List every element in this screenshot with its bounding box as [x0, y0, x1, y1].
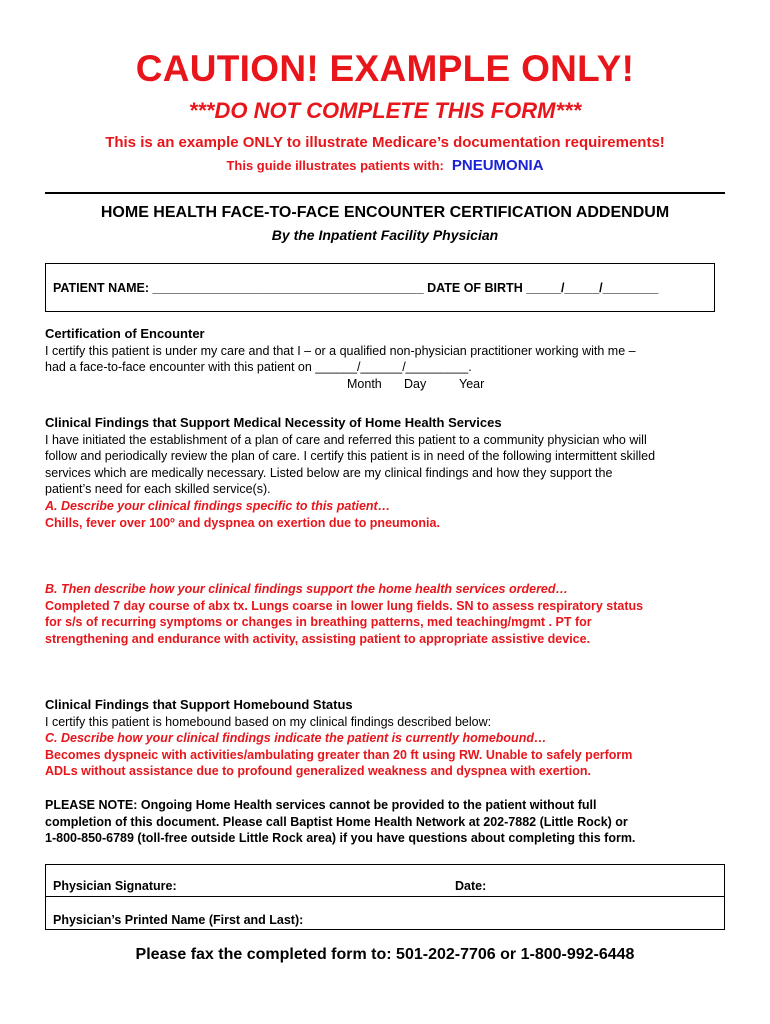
- note-line: PLEASE NOTE: Ongoing Home Health services cannot be provided to the patient without full: [45, 798, 597, 812]
- clinical-body-line: patient’s need for each skilled service(s).: [45, 482, 271, 497]
- month-label: Month: [347, 377, 382, 391]
- note-line: 1-800-850-6789 (toll-free outside Little Rock area) if you have questions about completing this form.: [45, 831, 636, 846]
- encounter-date-labels: [347, 377, 484, 391]
- answer-c-line: Becomes dyspneic with activities/ambulating greater than 20 ft using RW. Unable to safely perform: [45, 747, 633, 762]
- please-note: [45, 797, 735, 847]
- guide-line: [0, 157, 770, 174]
- example-notice: This is an example ONLY to illustrate Medicare’s documentation requirements!: [105, 134, 665, 151]
- answer-b-line: strengthening and endurance with activity, assisting patient to appropriate assistive device.: [45, 631, 591, 646]
- answer-c-line: ADLs without assistance due to profound generalized weakness and dyspnea with exertion.: [45, 764, 591, 779]
- form-title: HOME HEALTH FACE-TO-FACE ENCOUNTER CERTIFICATION ADDENDUM: [100, 204, 670, 221]
- prompt-a: A. Describe your clinical findings specific to this patient…: [45, 498, 391, 513]
- clinical-findings-heading: Clinical Findings that Support Medical Necessity of Home Health Services: [45, 415, 502, 430]
- answer-b-line: Completed 7 day course of abx tx. Lungs coarse in lower lung fields. SN to assess respiratory status: [45, 598, 644, 613]
- answer-a: Chills, fever over 100º and dyspnea on exertion due to pneumonia.: [45, 515, 440, 530]
- fax-instructions: Please fax the completed form to: 501-202-7706 or 1-800-992-6448: [135, 946, 635, 963]
- clinical-findings-section: [45, 415, 735, 531]
- homebound-heading: Clinical Findings that Support Homebound Status: [45, 697, 353, 712]
- patient-name-dob-fields[interactable]: PATIENT NAME: _______________________________________ DATE OF BIRTH _____/_____/________: [53, 281, 659, 295]
- certification-heading: Certification of Encounter: [45, 326, 205, 341]
- certification-text-2[interactable]: had a face-to-face encounter with this patient on ______/______/_________.: [45, 360, 472, 375]
- year-label: Year: [459, 377, 485, 391]
- signature-divider: [45, 896, 725, 897]
- note-line: completion of this document. Please call Baptist Home Health Network at 202-7882 (Little Rock) or: [45, 814, 628, 829]
- prompt-b: B. Then describe how your clinical findings support the home health services ordered…: [45, 582, 569, 596]
- clinical-body-line: follow and periodically review the plan of care. I certify this patient is in need of the following intermittent skilled: [45, 449, 656, 464]
- printed-name-field[interactable]: Physician’s Printed Name (First and Last):: [53, 913, 304, 927]
- caution-banner: CAUTION! EXAMPLE ONLY!: [135, 48, 635, 89]
- condition-label: PNEUMONIA: [451, 157, 544, 174]
- form-subtitle: By the Inpatient Facility Physician: [271, 227, 499, 243]
- clinical-body-line: services which are medically necessary. Listed below are my clinical findings and how they support the: [45, 465, 613, 480]
- signature-date-field[interactable]: Date:: [455, 879, 487, 893]
- homebound-body: I certify this patient is homebound based on my clinical findings described below:: [45, 714, 492, 729]
- homebound-section: [45, 697, 735, 780]
- day-label: Day: [404, 377, 427, 391]
- clinical-body-line: I have initiated the establishment of a plan of care and referred this patient to a community physician who will: [45, 432, 647, 447]
- certification-text-1: I certify this patient is under my care and that I – or a qualified non-physician practitioner working with me –: [45, 343, 636, 358]
- certification-section: [45, 326, 735, 376]
- answer-b-line: for s/s of recurring symptoms or changes in breathing patterns, med teaching/mgmt . PT for: [45, 615, 592, 630]
- prompt-c: C. Describe how your clinical findings indicate the patient is currently homebound…: [45, 731, 547, 746]
- header-divider: [45, 192, 725, 194]
- physician-signature-field[interactable]: Physician Signature:: [53, 879, 177, 893]
- do-not-complete-warning: ***DO NOT COMPLETE THIS FORM***: [188, 98, 582, 123]
- clinical-findings-part-b: [45, 581, 735, 647]
- guide-prefix: This guide illustrates patients with:: [226, 158, 444, 173]
